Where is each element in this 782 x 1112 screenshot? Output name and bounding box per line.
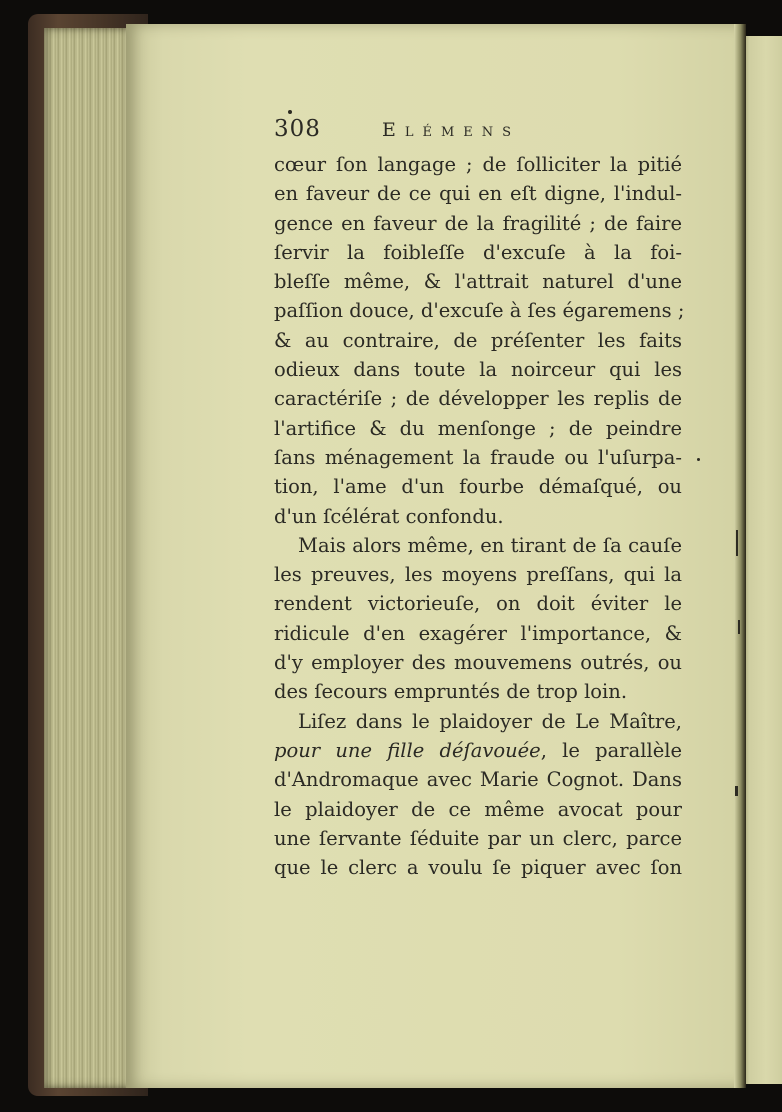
ink-dot	[288, 110, 292, 114]
text-line: gence en faveur de la fragilité ; de faire	[274, 211, 682, 235]
text-line: des ſecours empruntés de trop loin.	[274, 680, 628, 704]
text-line: tion, l'ame d'un fourbe démaſqué, ou	[274, 475, 682, 499]
running-title: Elémens	[382, 119, 521, 141]
text-line: ridicule d'en exagérer l'importance, &	[274, 621, 682, 645]
page-number: 308	[274, 116, 321, 142]
text-line: ſervir la foibleſſe d'excuſe à la foi-	[274, 240, 682, 264]
paragraph-1	[274, 150, 685, 531]
text-line: l'artifice & du menſonge ; de peindre	[274, 416, 682, 440]
text-line: les preuves, les moyens preſſans, qui la	[274, 563, 682, 587]
italic-title: pour une fille déſavouée	[274, 738, 541, 762]
facing-page	[742, 36, 782, 1084]
text-line: caractériſe ; de développer les replis de	[274, 387, 682, 411]
binding-mark	[735, 786, 738, 796]
text-line: & au contraire, de préſenter les faits	[274, 328, 682, 352]
text-line: paſſion douce, d'excuſe à ſes égaremens ;	[274, 299, 685, 323]
text-line: Mais alors même, en tirant de ſa cauſe	[298, 533, 682, 557]
text-line: d'un ſcélérat confondu.	[274, 504, 504, 528]
text-line: d'y employer des mouvemens outrés, ou	[274, 651, 682, 675]
text-line-with-italic	[274, 736, 682, 765]
text-line: d'Andromaque avec Marie Cognot. Dans	[274, 768, 682, 792]
page-text	[274, 116, 685, 882]
text-line: une ſervante ſéduite par un clerc, parce	[274, 826, 682, 850]
paragraph-3	[274, 707, 682, 883]
text-line: cœur ſon langage ; de ſolliciter la pitié	[274, 153, 682, 176]
text-line: en faveur de ce qui en eſt digne, l'indul-	[274, 182, 682, 206]
binding-mark	[738, 620, 740, 634]
page-gutter	[734, 24, 746, 1088]
page-edges-stack	[44, 28, 136, 1088]
text-fragment: , le parallèle	[540, 738, 683, 762]
text-line: le plaidoyer de ce même avocat pour	[274, 797, 682, 821]
text-line: que le clerc a voulu ſe piquer avec ſon	[274, 856, 682, 880]
text-line: bleſſe même, & l'attrait naturel d'une	[274, 270, 682, 294]
ink-dot	[697, 458, 700, 461]
text-line: Liſez dans le plaidoyer de Le Maître,	[298, 709, 682, 733]
text-line: rendent victorieuſe, on doit éviter le	[274, 592, 682, 616]
text-line: odieux dans toute la noirceur qui les	[274, 358, 682, 382]
paragraph-2	[274, 531, 682, 707]
text-line: ſans ménagement la fraude ou l'uſurpa-	[274, 445, 682, 469]
binding-mark	[736, 530, 738, 556]
page-header	[274, 116, 682, 150]
